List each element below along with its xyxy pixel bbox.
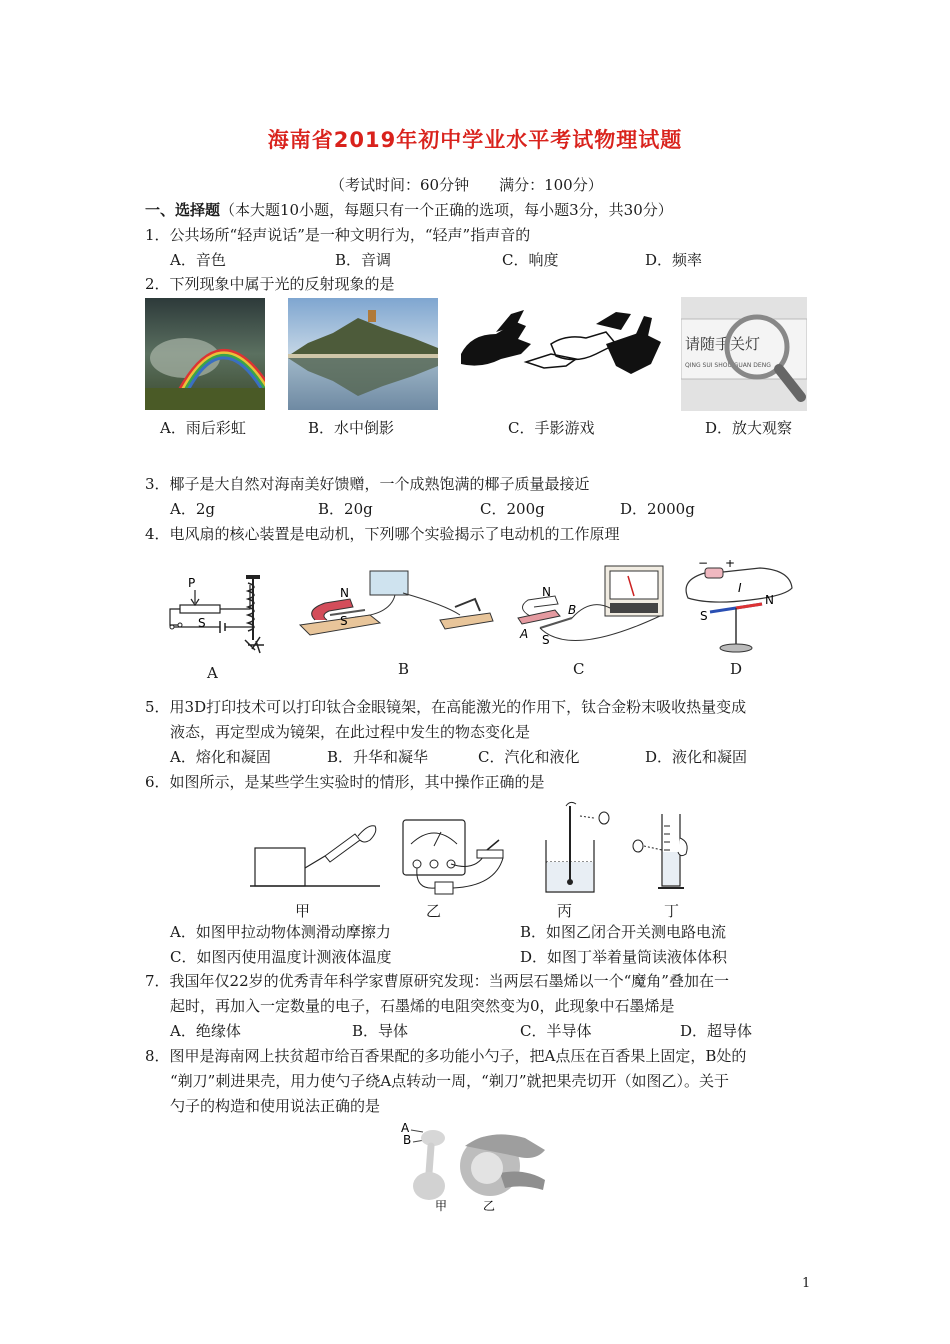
q4-stem: 4．电风扇的核心装置是电动机，下列哪个实验揭示了电动机的工作原理 [145, 525, 620, 543]
ammeter-circuit [395, 812, 515, 897]
label-i: I [738, 581, 742, 595]
thermometer-beaker [540, 800, 620, 896]
q7-stem-line2: 起时，再加入一定数量的电子，石墨烯的电阻突然变为0，此现象中石墨烯是 [170, 997, 675, 1015]
q3-option-c: C．200g [480, 500, 545, 518]
q8-stem-line3: 勺子的构造和使用说法正确的是 [170, 1097, 381, 1115]
label-b-spoon: B [403, 1133, 412, 1147]
q8-stem-line2: “剃刀”刺进果壳，用力使勺子绕A点转动一周，“剃刀”就把果壳切开（如图乙）。关于 [170, 1072, 730, 1090]
q3-option-a: A．2g [170, 500, 215, 518]
label-s-c: S [542, 633, 550, 647]
q8-caption-jia: 甲 [435, 1199, 448, 1213]
q6-option-b: B．如图乙闭合开关测电路电流 [520, 923, 727, 941]
reflection-photo [288, 298, 438, 410]
label-a-spoon: A [401, 1121, 410, 1135]
q6-caption-ding: 丁 [664, 902, 680, 920]
q5-option-b: B．升华和凝华 [327, 748, 429, 766]
q5-option-a: A．熔化和凝固 [170, 748, 271, 766]
q8-stem-line1: 8．图甲是海南网上扶贫超市给百香果配的多功能小勺子，把A点压在百香果上固定，B处的 [145, 1047, 747, 1065]
q6-caption-bing: 丙 [557, 902, 573, 920]
q7-option-b: B．导体 [352, 1022, 409, 1040]
q2-caption-a: A．雨后彩虹 [160, 419, 246, 437]
q3-stem: 3．椰子是大自然对海南美好馈赠，一个成熟饱满的椰子质量最接近 [145, 475, 590, 493]
label-plus: + [725, 560, 736, 570]
q7-option-c: C．半导体 [520, 1022, 592, 1040]
q1-stem: 1．公共场所“轻声说话”是一种文明行为，“轻声”指声音的 [145, 226, 531, 244]
q6-caption-jia: 甲 [295, 902, 311, 920]
q6-option-a: A．如图甲拉动物体测滑动摩擦力 [170, 923, 391, 941]
q5-option-d: D．液化和凝固 [645, 748, 748, 766]
label-n-d: N [765, 593, 774, 607]
q4-caption-b: B [398, 660, 410, 678]
q7-stem-line1: 7．我国年仅22岁的优秀青年科学家曹原研究发现：当两层石墨烯以一个“魔角”叠加在一 [145, 972, 729, 990]
electromagnet-circuit [160, 565, 285, 660]
section-heading [145, 200, 673, 220]
label-s: S [198, 616, 206, 630]
graduated-cylinder [628, 808, 698, 893]
q2-stem: 2．下列现象中属于光的反射现象的是 [145, 275, 395, 293]
q2-caption-b: B．水中倒影 [308, 419, 395, 437]
q5-option-c: C．汽化和液化 [478, 748, 580, 766]
q6-option-c: C．如图丙使用温度计测液体温度 [170, 948, 392, 966]
section-title: 一、选择题 [145, 201, 221, 219]
sign-pinyin: QING SUI SHOU GUAN DENG [685, 362, 771, 369]
q1-option-b: B．音调 [335, 251, 392, 269]
q1-option-a: A．音色 [170, 251, 226, 269]
label-a-c: A [520, 627, 529, 641]
q1-option-d: D．频率 [645, 251, 703, 269]
induction-apparatus [295, 565, 495, 660]
hand-shadow-drawing [456, 304, 666, 404]
rainbow-photo [145, 298, 265, 410]
section-note: （本大题10小题，每题只有一个正确的选项，每小题3分，共30分） [220, 201, 673, 219]
q7-option-d: D．超导体 [680, 1022, 753, 1040]
galvanometer-setup [510, 558, 670, 663]
q4-caption-a: A [207, 664, 218, 682]
q6-caption-yi: 乙 [426, 902, 442, 920]
oersted-experiment [680, 560, 800, 660]
q2-caption-c: C．手影游戏 [508, 419, 595, 437]
q3-option-b: B．20g [318, 500, 373, 518]
spring-scale-block [250, 808, 380, 893]
q6-stem: 6．如图所示，是某些学生实验时的情形，其中操作正确的是 [145, 773, 545, 791]
q4-caption-c: C [573, 660, 585, 678]
q5-stem-line2: 液态，再定型成为镜架，在此过程中发生的物态变化是 [170, 723, 531, 741]
spoon-photo [395, 1118, 560, 1213]
q1-option-c: C．响度 [502, 251, 559, 269]
label-minus: − [698, 560, 709, 570]
q8-caption-yi: 乙 [483, 1199, 496, 1213]
q7-option-a: A．绝缘体 [170, 1022, 241, 1040]
q4-caption-d: D [730, 660, 743, 678]
label-s-d: S [700, 609, 708, 623]
label-p: P [188, 576, 196, 590]
exam-title: 海南省2019年初中学业水平考试物理试题 [267, 128, 683, 152]
q2-caption-d: D．放大观察 [705, 419, 793, 437]
exam-info: （考试时间：60分钟 满分：100分） [330, 176, 603, 194]
sign-text: 请随手关灯 [685, 335, 761, 353]
label-s-b: S [340, 614, 348, 628]
magnifier-photo [681, 297, 807, 411]
label-b-c: B [568, 603, 577, 617]
q6-option-d: D．如图丁举着量筒读液体体积 [520, 948, 728, 966]
q3-option-d: D．2000g [620, 500, 695, 518]
label-n-c: N [542, 585, 551, 599]
page-number: 1 [802, 1276, 811, 1291]
q5-stem-line1: 5．用3D打印技术可以打印钛合金眼镜架，在高能激光的作用下，钛合金粉末吸收热量变成 [145, 698, 747, 716]
label-n-b: N [340, 586, 349, 600]
